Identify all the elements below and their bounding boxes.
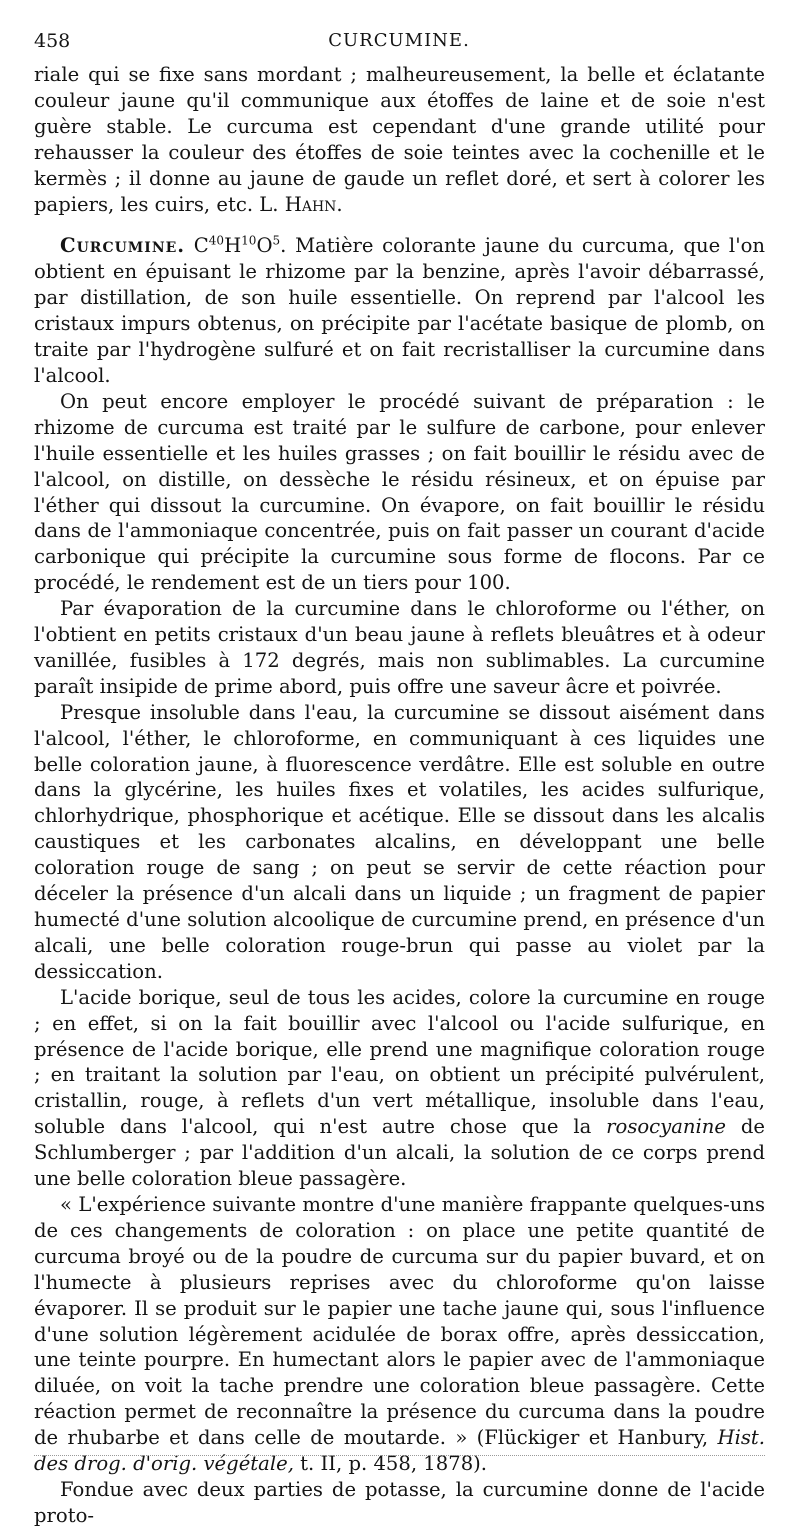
paragraph-6-italic: rosocyanine <box>606 1115 727 1139</box>
paragraph-4: Par évaporation de la curcumine dans le chloroforme ou l'éther, on l'obtient en petits cristaux d'un beau jaune à reflets bleuâtres et à odeur vanillée, fusibles à 172 degrés, mais non sublimables. La curcumine paraît insipide de prime abord, puis offre une saveur âcre et poivrée. <box>34 597 765 698</box>
formula-c: C <box>193 234 209 258</box>
body-text <box>34 62 765 1529</box>
running-title: CURCUMINE. <box>328 30 470 51</box>
formula-o-sub: 5 <box>272 233 281 248</box>
paragraph-3: On peut encore employer le procédé suivant de préparation : le rhizome de curcuma est traité par le sulfure de carbone, pour enlever l'huile essentielle et les huiles grasses ; on fait bouillir le résidu avec de l'alcool, on distille, on dessèche le résidu résineux, et on épuise par l'éther qui dissout la curcumine. On évapore, on fait bouillir le résidu dans de l'ammoniaque concentrée, puis on fait passer un courant d'acide carbonique qui précipite la curcumine sous forme de flocons. Par ce procédé, le rendement est de un tiers pour 100. <box>34 389 765 595</box>
formula-o: O <box>256 234 273 258</box>
page-bottom-rule <box>34 1455 765 1456</box>
paragraph-6 <box>34 985 765 1192</box>
formula-c-sub: 40 <box>208 233 225 248</box>
entry-paragraph <box>34 233 765 388</box>
formula-h: H <box>224 234 242 258</box>
formula-end: . <box>280 234 287 258</box>
paragraph-8: Fondue avec deux parties de potasse, la curcumine donne de l'acide proto- <box>34 1477 765 1527</box>
paragraph-1 <box>34 62 765 217</box>
page-header <box>34 30 764 58</box>
author-signature: L. Hahn. <box>259 192 343 216</box>
paragraph-1-text: riale qui se fixe sans mordant ; malheureusement, la belle et éclatante couleur jaune qu'il communique aux étoffes de laine et de soie n'est guère stable. Le curcuma est cependant d'une grande utilité pour rehausser la couleur des étoffes de soie teintes avec la cochenille et le kermès ; il donne au jaune de gaude un reflet doré, et sert à colorer les papiers, les cuirs, etc. <box>34 63 765 216</box>
formula-h-sub: 10 <box>241 233 257 248</box>
page-number: 458 <box>34 30 71 52</box>
entry-text: Matière colorante jaune du curcuma, que l'on obtient en épuisant le rhizome par la benzine, après l'avoir débarrassé, par distillation, de son huile essentielle. On reprend par l'alcool les cristaux impurs obtenus, on précipite par l'acétate basique de plomb, on traite par l'hydrogène sulfuré et on fait recristalliser la curcumine dans l'alcool. <box>34 234 765 387</box>
paragraph-7 <box>34 1192 765 1477</box>
chemical-formula <box>194 234 287 257</box>
paragraph-7-b: t. II, p. 458, 1878). <box>300 1452 488 1476</box>
paragraph-6-a: L'acide borique, seul de tous les acides, colore la curcumine en rouge ; en effet, si on la fait bouillir avec l'alcool ou l'acide sulfurique, en présence de l'acide borique, elle prend une magnifique coloration rouge ; en traitant la solution par l'eau, on obtient un précipité pulvérulent, cristallin, rouge, à reflets d'un vert métallique, insoluble dans l'eau, soluble dans l'alcool, qui n'est autre chose que la <box>34 985 765 1139</box>
paragraph-7-italic: Hist. des drog. d'orig. végétale, <box>34 1426 765 1476</box>
paragraph-5: Presque insoluble dans l'eau, la curcumine se dissout aisément dans l'alcool, l'éther, le chloroforme, en communiquant à ces liquides une belle coloration jaune, à fluorescence verdâtre. Elle est soluble en outre dans la glycérine, les huiles fixes et volatiles, les acides sulfurique, chlorhydrique, phosphorique et acétique. Elle se dissout dans les alcalis caustiques et les carbonates alcalins, en développant une belle coloration rouge de sang ; on peut se servir de cette réaction pour déceler la présence d'un alcali dans un liquide ; un fragment de papier humecté d'une solution alcoolique de curcumine prend, en présence d'un alcali, une belle coloration rouge-brun qui passe au violet par la dessiccation. <box>34 700 765 983</box>
entry-headword: Curcumine. <box>60 234 186 258</box>
paragraph-7-a: « L'expérience suivante montre d'une manière frappante quelques-uns de ces changements de coloration : on place une petite quantité de curcuma broyé ou de la poudre de curcuma sur du papier buvard, et on l'humecte à plusieurs reprises avec du chloroforme qu'on laisse évaporer. Il se produit sur le papier une tache jaune qui, sous l'influence d'une solution légèrement acidulée de borax offre, après dessiccation, une teinte pourpre. En humectant alors le papier avec de l'ammoniaque diluée, on voit la tache prendre une coloration bleue passagère. Cette réaction permet de reconnaître la présence du curcuma dans la poudre de rhubarbe et dans celle de moutarde. » (Flückiger et Hanbury, <box>34 1192 765 1450</box>
paragraph-6-b: de Schlumberger ; par l'addition d'un alcali, la solution de ce corps prend une belle coloration bleue passagère. <box>34 1115 766 1191</box>
